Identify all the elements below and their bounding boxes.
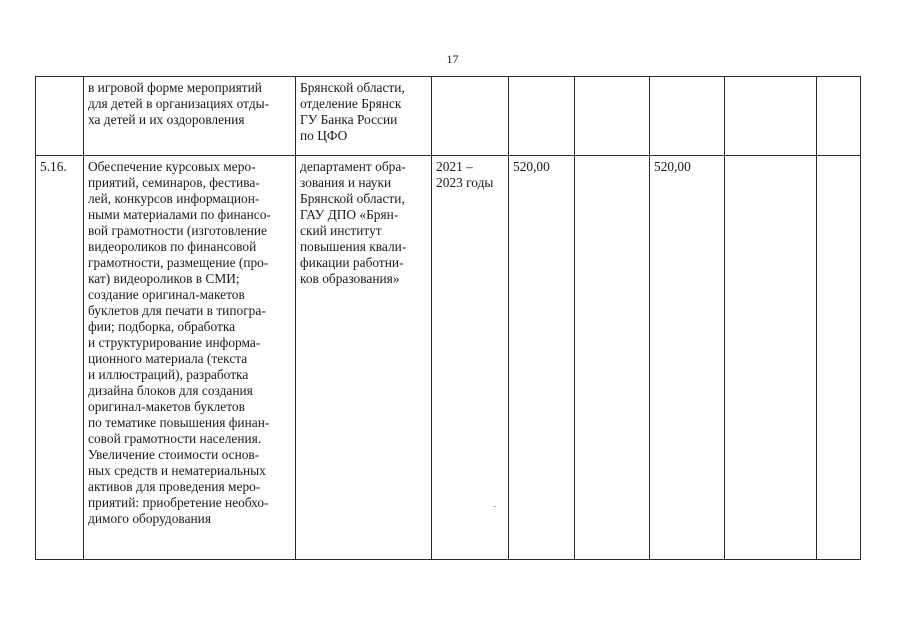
cell-col9 [817, 156, 861, 560]
cell-col9 [817, 77, 861, 156]
cell-executor: департамент обра- зования и науки Брянской области, ГАУ ДПО «Брян- ский институт повышения квали- фикации работни- ков образования» [296, 156, 432, 560]
cell-period: 2021 – 2023 годы [432, 156, 509, 560]
table-row [36, 156, 861, 560]
cell-total: 520,00 [509, 156, 575, 560]
cell-col8 [725, 77, 817, 156]
table-row [36, 77, 861, 156]
cell-item-number [36, 77, 84, 156]
cell-col7: 520,00 [650, 156, 725, 560]
cell-col6 [575, 77, 650, 156]
cell-executor: Брянской области, отделение Брянск ГУ Банка России по ЦФО [296, 77, 432, 156]
cell-period [432, 77, 509, 156]
program-table [35, 76, 861, 560]
cell-total [509, 77, 575, 156]
page-number: 17 [446, 52, 459, 66]
cell-col8 [725, 156, 817, 560]
cell-col6 [575, 156, 650, 560]
cell-description: в игровой форме мероприятий для детей в организациях отды- ха детей и их оздоровления [84, 77, 296, 156]
cell-col7 [650, 77, 725, 156]
scan-speck [493, 506, 496, 507]
cell-item-number: 5.16. [36, 156, 84, 560]
cell-description: Обеспечение курсовых меро- приятий, семинаров, фестива- лей, конкурсов информацион- ными материалами по финансо- вой грамотности (изготовление видеороликов по финансовой грамотности, размещение (про- кат) видеороликов в СМИ; создание оригинал-макетов буклетов для печати в типогра- фии; подборка, обработка и структурирование информа- ционного материала (текста и иллюстраций), разработка дизайна блоков для создания оригинал-макетов буклетов по тематике повышения финан- совой грамотности населения. Увеличение стоимости основ- ных средств и нематериальных активов для проведения меро- приятий: приобретение необхо- димого оборудования [84, 156, 296, 560]
